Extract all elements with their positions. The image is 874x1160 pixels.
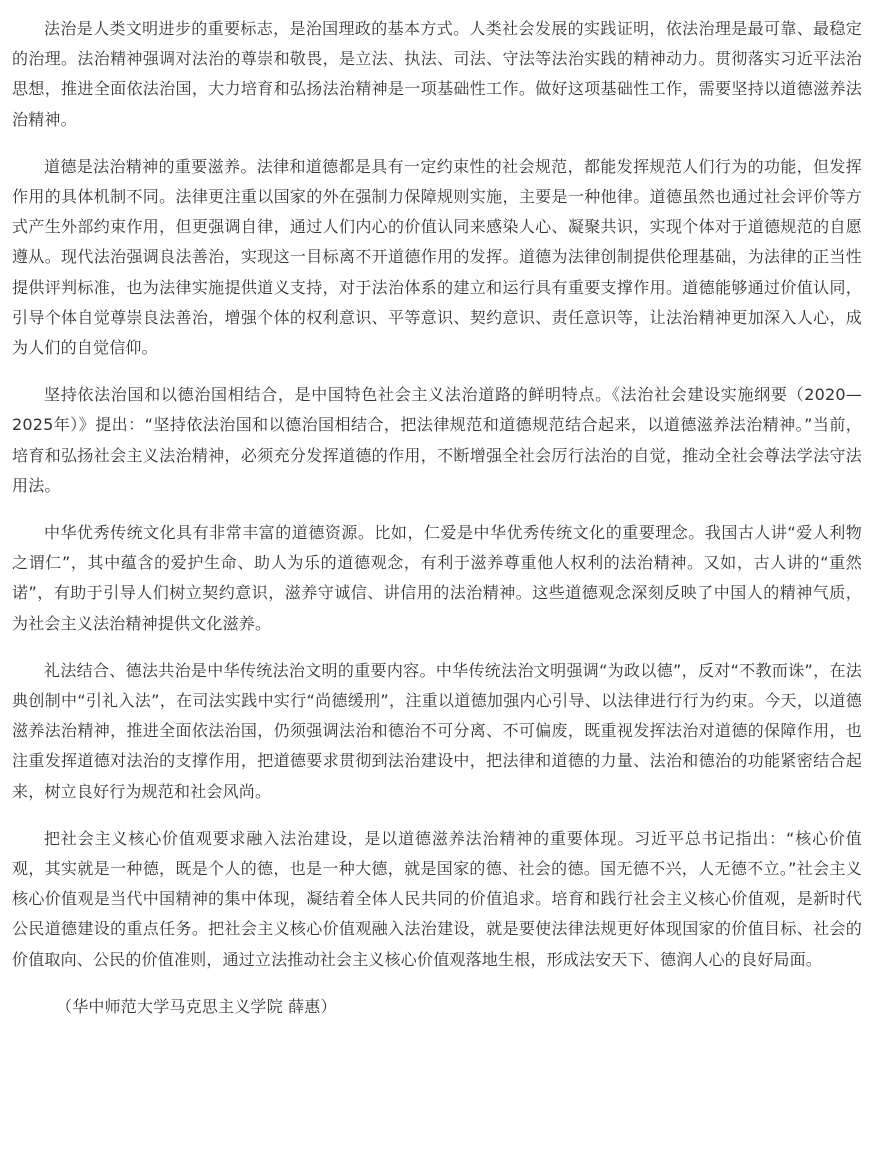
- paragraph-5: 礼法结合、德法共治是中华传统法治文明的重要内容。中华传统法治文明强调“为政以德”，反对“不教而诛”，在法典创制中“引礼入法”，在司法实践中实行“尚德缓刑”，注重以道德加强内心引导、以法律进行行为约束。今天，以道德滋养法治精神，推进全面依法治国，仍须强调法治和德治不可分离、不可偏废，既重视发挥法治对道德的保障作用，也注重发挥道德对法治的支撑作用，把道德要求贯彻到法治建设中，把法律和道德的力量、法治和德治的功能紧密结合起来，树立良好行为规范和社会风尚。: [12, 660, 862, 801]
- paragraph-2: 道德是法治精神的重要滋养。法律和道德都是具有一定约束性的社会规范，都能发挥规范人们行为的功能，但发挥作用的具体机制不同。法律更注重以国家的外在强制力保障规则实施，主要是一种他律。道德虽然也通过社会评价等方式产生外部约束作用，但更强调自律，通过人们内心的价值认同来感染人心、凝聚共识，实现个体对于道德规范的自愿遵从。现代法治强调良法善治，实现这一目标离不开道德作用的发挥。道德为法律创制提供伦理基础，为法律的正当性提供评判标准，也为法律实施提供道义支持，对于法治体系的建立和运行具有重要支撑作用。道德能够通过价值认同，引导个体自觉尊崇良法善治，增强个体的权利意识、平等意识、契约意识、责任意识等，让法治精神更加深入人心，成为人们的自觉信仰。: [12, 156, 862, 358]
- author-byline: （华中师范大学马克思主义学院 薛惠）: [56, 996, 337, 1016]
- paragraph-4: 中华优秀传统文化具有非常丰富的道德资源。比如，仁爱是中华优秀传统文化的重要理念。我国古人讲“爱人利物之谓仁”，其中蕴含的爱护生命、助人为乐的道德观念，有利于滋养尊重他人权利的法治精神。又如，古人讲的“重然诺”，有助于引导人们树立契约意识，滋养守诚信、讲信用的法治精神。这些道德观念深刻反映了中国人的精神气质，为社会主义法治精神提供文化滋养。: [12, 523, 862, 633]
- article-body: [12, 14, 862, 1022]
- paragraph-3: 坚持依法治国和以德治国相结合，是中国特色社会主义法治道路的鲜明特点。《法治社会建设实施纲要（2020—2025年）》提出：“坚持依法治国和以德治国相结合，把法律规范和道德规范结合起来，以道德滋养法治精神。”当前，培育和弘扬社会主义法治精神，必须充分发挥道德的作用，不断增强全社会厉行法治的自觉，推动全社会尊法学法守法用法。: [12, 385, 862, 495]
- paragraph-1: 法治是人类文明进步的重要标志，是治国理政的基本方式。人类社会发展的实践证明，依法治理是最可靠、最稳定的治理。法治精神强调对法治的尊崇和敬畏，是立法、执法、司法、守法等法治实践的精神动力。贯彻落实习近平法治思想，推进全面依法治国，大力培育和弘扬法治精神是一项基础性工作。做好这项基础性工作，需要坚持以道德滋养法治精神。: [12, 19, 862, 129]
- paragraph-6: 把社会主义核心价值观要求融入法治建设，是以道德滋养法治精神的重要体现。习近平总书记指出：“核心价值观，其实就是一种德，既是个人的德，也是一种大德，就是国家的德、社会的德。国无德不兴，人无德不立。”社会主义核心价值观是当代中国精神的集中体现，凝结着全体人民共同的价值追求。培育和践行社会主义核心价值观，是新时代公民道德建设的重点任务。把社会主义核心价值观融入法治建设，就是要使法律法规更好体现国家的价值目标、社会的价值取向、公民的价值准则，通过立法推动社会主义核心价值观落地生根，形成法安天下、德润人心的良好局面。: [12, 828, 862, 969]
